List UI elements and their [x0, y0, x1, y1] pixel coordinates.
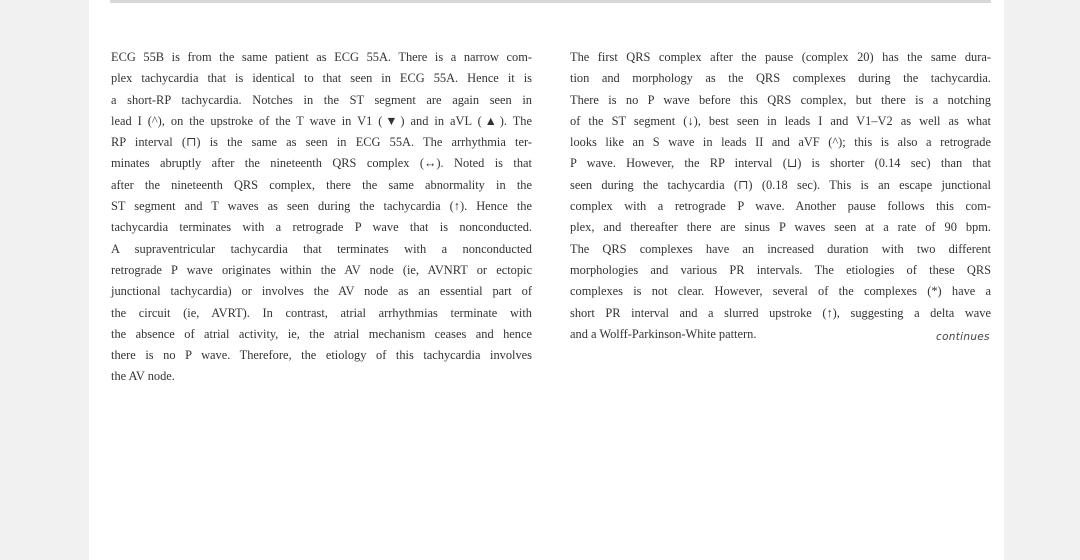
- text-line: the AV node.: [111, 369, 175, 384]
- text-line: short PR interval and a slurred upstroke (↑), suggesting a delta wave: [570, 305, 991, 320]
- text-line: RP interval (⊓) is the same as seen in ECG 55A. The arrhythmia ter-: [111, 135, 532, 150]
- left-text-column: [111, 47, 532, 388]
- text-line: plex, and thereafter there are sinus P waves seen at a rate of 90 bpm.: [570, 220, 991, 235]
- text-line: looks like an S wave in leads II and aVF (^); this is also a retrograde: [570, 135, 991, 150]
- text-line: ST segment and T waves as seen during the tachycardia (↑). Hence the: [111, 199, 532, 214]
- text-line: a short-RP tachycardia. Notches in the ST segment are again seen in: [111, 92, 532, 107]
- text-line: junctional tachycardia) or involves the AV node as an essential part of: [111, 284, 532, 299]
- text-line: P wave. However, the RP interval (⊔) is shorter (0.14 sec) than that: [570, 156, 991, 171]
- text-line: tachycardia terminates with a retrograde P wave that is nonconducted.: [111, 220, 532, 235]
- text-line: after the nineteenth QRS complex, there the same abnormality in the: [111, 177, 532, 192]
- text-line: retrograde P wave originates within the AV node (ie, AVNRT or ectopic: [111, 262, 532, 277]
- text-line: lead I (^), on the upstroke of the T wave in V1 (▼) and in aVL (▲). The: [111, 113, 532, 128]
- document-page: [89, 0, 1004, 560]
- text-line: of the ST segment (↓), best seen in leads I and V1–V2 as well as what: [570, 113, 991, 128]
- text-line: tion and morphology as the QRS complexes during the tachycardia.: [570, 71, 991, 86]
- text-line: the circuit (ie, AVRT). In contrast, atrial arrhythmias terminate with: [111, 305, 532, 320]
- text-line: A supraventricular tachycardia that terminates with a nonconducted: [111, 241, 532, 256]
- text-line: seen during the tachycardia (⊓) (0.18 sec). This is an escape junctional: [570, 177, 991, 192]
- text-line: minates abruptly after the nineteenth QRS complex (↔). Noted is that: [111, 156, 532, 171]
- page-top-rule: [110, 0, 991, 3]
- text-line: complexes is not clear. However, several of the complexes (*) have a: [570, 284, 991, 299]
- text-line: ECG 55B is from the same patient as ECG 55A. There is a narrow com-: [111, 50, 532, 64]
- text-line: there is no P wave. Therefore, the etiology of this tachycardia involves: [111, 348, 532, 363]
- text-line: complex with a retrograde P wave. Another pause follows this com-: [570, 199, 991, 214]
- text-line: There is no P wave before this QRS complex, but there is a notching: [570, 92, 991, 107]
- text-line: morphologies and various PR intervals. The etiologies of these QRS: [570, 262, 991, 277]
- text-line: The QRS complexes have an increased duration with two different: [570, 241, 991, 256]
- continues-label: continues: [936, 331, 990, 343]
- text-line: The first QRS complex after the pause (complex 20) has the same dura-: [570, 50, 991, 64]
- text-line: the absence of atrial activity, ie, the atrial mechanism ceases and hence: [111, 326, 532, 341]
- right-text-column: [570, 47, 991, 345]
- text-line: and a Wolff-Parkinson-White pattern.: [570, 326, 757, 341]
- text-line: plex tachycardia that is identical to that seen in ECG 55A. Hence it is: [111, 71, 532, 86]
